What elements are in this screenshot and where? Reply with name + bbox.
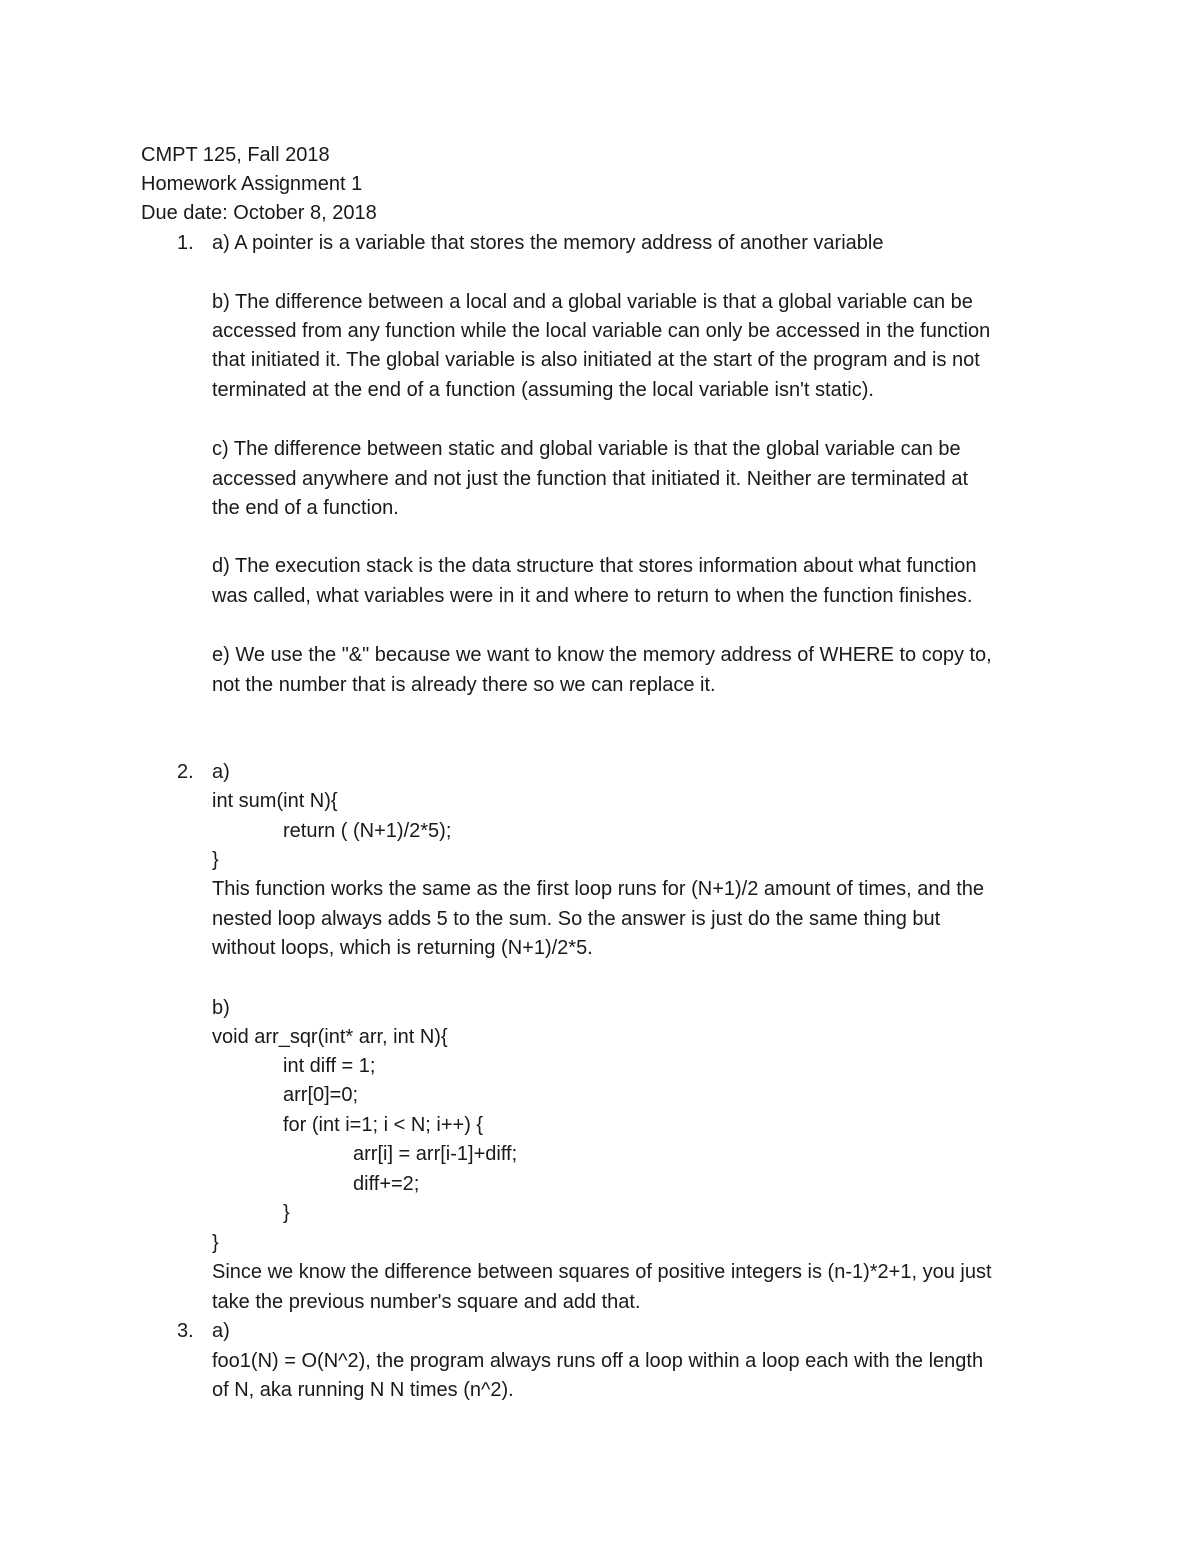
q1-b-line: accessed from any function while the local variable can only be accessed in the function: [212, 320, 991, 342]
q2-a-code-line: }: [212, 849, 219, 871]
q1-number: 1.: [177, 232, 194, 254]
q1-c-line: c) The difference between static and global variable is that the global variable can be: [212, 438, 961, 460]
q1-b-line: b) The difference between a local and a global variable is that a global variable can be: [212, 291, 973, 313]
q2-b-code-line: void arr_sqr(int* arr, int N){: [212, 1026, 448, 1048]
q1-d-line: was called, what variables were in it and where to return to when the function finishes.: [212, 585, 973, 607]
course-title: CMPT 125, Fall 2018: [141, 144, 330, 166]
q1-b-line: that initiated it. The global variable is also initiated at the start of the program and is not: [212, 349, 980, 371]
q2-a-text-line: without loops, which is returning (N+1)/2*5.: [212, 937, 593, 959]
q2-a-code-line: return ( (N+1)/2*5);: [283, 820, 452, 842]
q2-b-code-line: for (int i=1; i < N; i++) {: [283, 1114, 484, 1136]
q1-b-line: terminated at the end of a function (assuming the local variable isn't static).: [212, 379, 874, 401]
q2-a-code-line: int sum(int N){: [212, 790, 338, 812]
q2-b-code-line: arr[0]=0;: [283, 1084, 359, 1106]
q2-a-label: a): [212, 761, 230, 783]
q2-b-code-line: }: [283, 1202, 290, 1224]
q1-d-line: d) The execution stack is the data structure that stores information about what function: [212, 555, 977, 577]
q2-number: 2.: [177, 761, 194, 783]
q2-b-code-line: int diff = 1;: [283, 1055, 376, 1077]
q2-b-text-line: take the previous number's square and add that.: [212, 1291, 641, 1313]
assignment-title: Homework Assignment 1: [141, 173, 363, 195]
q1-c-line: accessed anywhere and not just the function that initiated it. Neither are terminated at: [212, 468, 968, 490]
q3-a-label: a): [212, 1320, 230, 1342]
q2-b-label: b): [212, 997, 230, 1019]
q3-a-text-line: of N, aka running N N times (n^2).: [212, 1379, 514, 1401]
q1-a: a) A pointer is a variable that stores the memory address of another variable: [212, 232, 884, 254]
q2-b-text-line: Since we know the difference between squares of positive integers is (n-1)*2+1, you just: [212, 1261, 992, 1283]
q3-a-text-line: foo1(N) = O(N^2), the program always runs off a loop within a loop each with the length: [212, 1350, 984, 1372]
q2-a-text-line: This function works the same as the first loop runs for (N+1)/2 amount of times, and the: [212, 878, 985, 900]
q2-a-text-line: nested loop always adds 5 to the sum. So the answer is just do the same thing but: [212, 908, 941, 930]
q2-b-code-line: diff+=2;: [353, 1173, 420, 1195]
q1-c-line: the end of a function.: [212, 497, 399, 519]
due-date: Due date: October 8, 2018: [141, 202, 377, 224]
q2-b-code-line: }: [212, 1232, 219, 1254]
q1-e-line: e) We use the "&" because we want to know the memory address of WHERE to copy to,: [212, 644, 992, 666]
q3-number: 3.: [177, 1320, 194, 1342]
q2-b-code-line: arr[i] = arr[i-1]+diff;: [353, 1143, 518, 1165]
q1-e-line: not the number that is already there so we can replace it.: [212, 674, 716, 696]
